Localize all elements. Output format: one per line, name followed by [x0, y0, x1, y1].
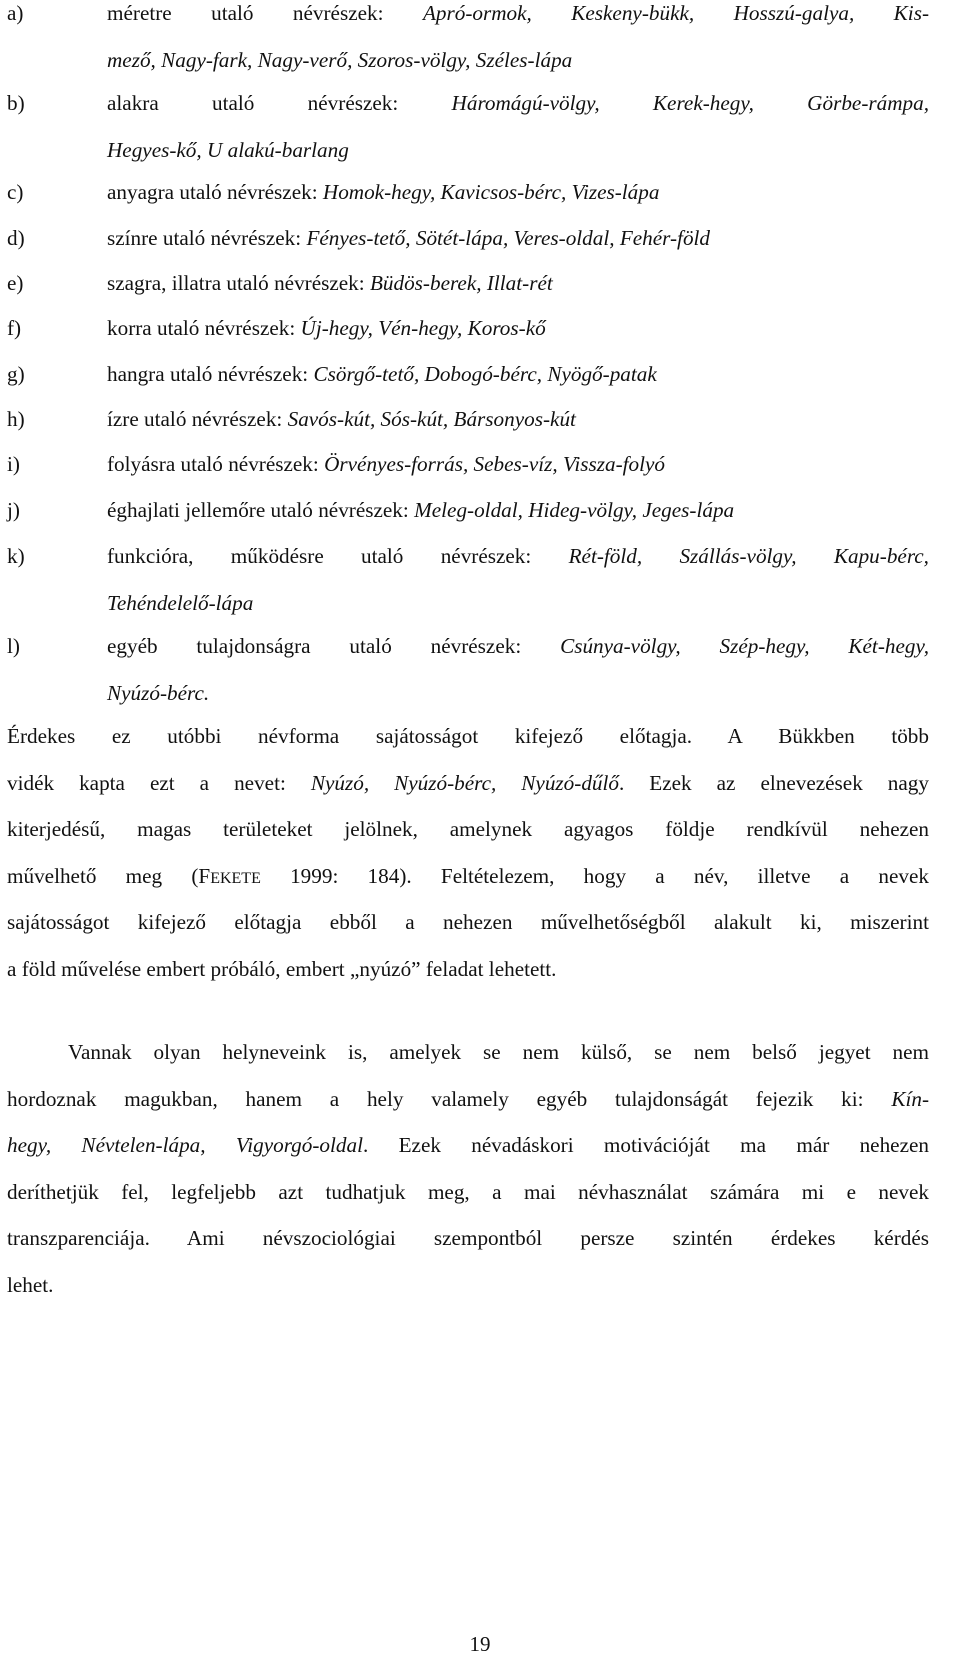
list-item-letter: a) [7, 1, 24, 25]
list-item-letter: e) [7, 271, 24, 295]
paragraph-line: vidék kapta ezt a nevet: Nyúzó, Nyúzó-bérc, Nyúzó-dűlő. Ezek az elnevezések nagy [7, 770, 929, 795]
paragraph-line: kiterjedésű, magas területeket jelölnek, amelynek agyagos földje rendkívül nehezen [7, 817, 929, 842]
paragraph-other-names [7, 1029, 929, 1309]
list-item-line: alakra utaló névrészek: Háromágú-völgy, Kerek-hegy, Görbe-rámpa, [107, 91, 929, 115]
list-item-line: folyásra utaló névrészek: Örvényes-forrás, Sebes-víz, Vissza-folyó [107, 452, 665, 476]
list-item-line: funkcióra, működésre utaló névrészek: Rét-föld, Szállás-völgy, Kapu-bérc, [107, 544, 929, 568]
list-item-letter: b) [7, 91, 25, 115]
list-item-letter: l) [7, 634, 20, 658]
list-item-line: anyagra utaló névrészek: Homok-hegy, Kavicsos-bérc, Vizes-lápa [107, 180, 660, 204]
list-item-letter: f) [7, 316, 22, 340]
list-item-line: hangra utaló névrészek: Csörgő-tető, Dobogó-bérc, Nyögő-patak [107, 362, 657, 386]
list-item-line: éghajlati jellemőre utaló névrészek: Meleg-oldal, Hideg-völgy, Jeges-lápa [107, 498, 735, 522]
list-item-letter: d) [7, 226, 25, 250]
paragraph-line: Vannak olyan helyneveink is, amelyek se nem külső, se nem belső jegyet nem [68, 1040, 929, 1064]
list-item-line: korra utaló névrészek: Új-hegy, Vén-hegy, Koros-kő [107, 316, 546, 340]
list-item-letter: c) [7, 180, 24, 204]
paragraph-line: hegy, Névtelen-lápa, Vigyorgó-oldal. Ezek névadáskori motivációját ma már nehezen [7, 1133, 929, 1158]
list-item-letter: h) [7, 407, 25, 431]
list-item-line: Hegyes-kő, U alakú-barlang [107, 138, 349, 162]
list-item-line: Nyúzó-bérc. [107, 681, 210, 705]
paragraph-line: művelhető meg (FEKETE 1999: 184). Feltételezem, hogy a név, illetve a nevek [7, 863, 929, 888]
list-item-letter: j) [7, 498, 20, 522]
paragraph-line: hordoznak magukban, hanem a hely valamely egyéb tulajdonságát fejezik ki: Kín- [7, 1086, 929, 1111]
paragraph-line: a föld művelése embert próbáló, embert „nyúzó” feladat lehetett. [7, 956, 557, 981]
list-item-letter: i) [7, 452, 20, 476]
list-item-line: szagra, illatra utaló névrészek: Büdös-berek, Illat-rét [107, 271, 553, 295]
list-item-letter: g) [7, 362, 25, 386]
paragraph-nyuzo [7, 713, 929, 993]
list-item-letter: k) [7, 544, 25, 568]
list-item-line: mező, Nagy-fark, Nagy-verő, Szoros-völgy, Széles-lápa [107, 48, 573, 72]
paragraph-line: sajátosságot kifejező előtagja ebből a nehezen művelhetőségből alakult ki, miszerint [7, 910, 929, 935]
list-item-line: színre utaló névrészek: Fényes-tető, Sötét-lápa, Veres-oldal, Fehér-föld [107, 226, 711, 250]
paragraph-line: transzparenciája. Ami névszociológiai szempontból persze szintén érdekes kérdés [7, 1226, 929, 1251]
paragraph-line: deríthetjük fel, legfeljebb azt tudhatjuk meg, a mai névhasználat számára mi e nevek [7, 1179, 929, 1204]
list-item-line: ízre utaló névrészek: Savós-kút, Sós-kút, Bársonyos-kút [107, 407, 576, 431]
list-item-line: méretre utaló névrészek: Apró-ormok, Keskeny-bükk, Hosszú-galya, Kis- [107, 1, 929, 25]
page-number: 19 [469, 1632, 491, 1656]
paragraph-line: lehet. [7, 1272, 54, 1297]
paragraph-line: Érdekes ez utóbbi névforma sajátosságot kifejező előtagja. A Bükkben több [7, 724, 929, 748]
list-item-line: egyéb tulajdonságra utaló névrészek: Csúnya-völgy, Szép-hegy, Két-hegy, [107, 634, 929, 658]
list-item-line: Tehéndelelő-lápa [107, 591, 254, 615]
